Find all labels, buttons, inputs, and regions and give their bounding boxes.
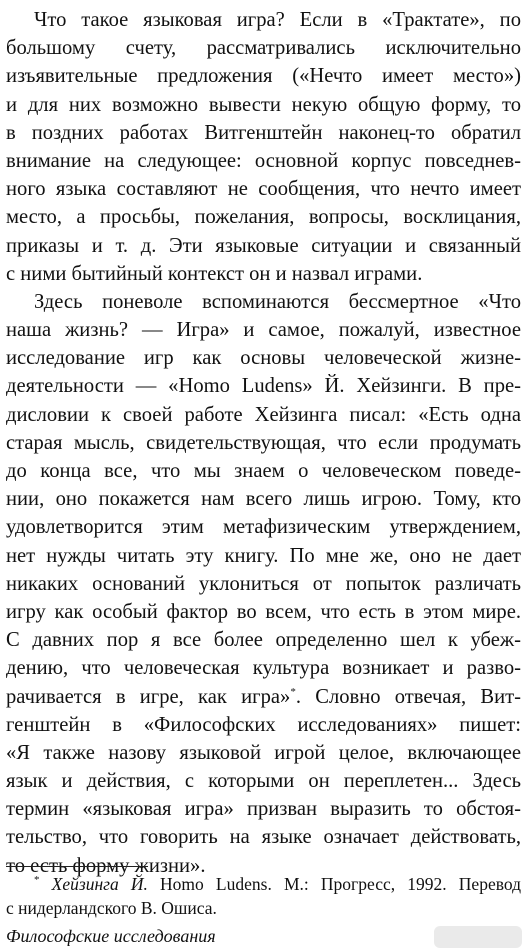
footnote-marker[interactable]: * [290,685,296,698]
running-footer: Философские исследования [6,926,216,946]
text-line: Здесь поневоле вспоминаются бессмертное «Что [34,290,521,313]
text-line: место, а просьбы, пожелания, вопросы, восклицания, [6,206,521,229]
text-line: с ними бытийный контекст он и назвал играми. [6,262,423,285]
text-line: генштейн в «Философских исследованиях» пишет: [6,713,521,736]
text-line: деятельности — «Homo Ludens» Й. Хейзинги. В пре- [6,375,521,398]
text-line [6,683,521,711]
text-line: изъявительные предложения («Нечто имеет место») [6,65,521,88]
text-line: игру как особый фактор во всем, что есть в этом мире. [6,600,521,623]
footnote-divider [6,866,148,867]
text-line: удовлетворится этим метафизическим утверждением, [6,516,521,539]
footnote-mark: * [34,874,40,887]
text-line: старая мысль, свидетельствующая, что если продумать [6,431,521,454]
text-line: большому счету, рассматривались исключительно [6,37,521,60]
footnote-author: Хейзинга Й. [51,874,148,894]
text-line: в поздних работах Витгенштейн наконец-то обратил [6,121,521,144]
text-line: тельство, что говорить на языке означает действовать, [6,826,521,849]
text-line: дисловии к своей работе Хейзинга писал: «Есть одна [6,403,521,426]
text-line: язык и действия, с которыми он переплетен... Здесь [6,770,521,793]
text-line: и для них возможно вывести некую общую форму, то [6,93,521,116]
body-text [6,6,521,880]
footnote-line [6,872,521,896]
text-line: до конца все, что мы знаем о человеческом поведе- [6,460,521,482]
footnote-text: Homo Ludens. М.: Прогресс, 1992. Перевод [147,874,521,894]
text-segment: . Словно отвечая, Вит- [295,685,521,708]
text-line: Что такое языковая игра? Если в «Трактате», по [34,9,521,31]
footnote-line: с нидерландского В. Ошиса. [6,898,217,918]
text-line: С давних пор я все более определенно шел к убеж- [6,629,521,652]
text-line: наша жизнь? — Игра» и самое, пожалуй, известное [6,319,521,342]
text-line: «Я также назову языковой игрой целое, включающее [6,741,521,764]
book-page [6,0,521,952]
watermark-badge [434,926,522,948]
text-line: нии, оно покажется нам всего лишь игрою. Тому, кто [6,488,521,511]
text-line: то есть форму жизни». [6,854,206,877]
text-line: никаких оснований уклониться от попыток различать [6,572,521,595]
footnote [6,872,521,920]
text-line: термин «языковая игра» призван выразить то обстоя- [6,798,521,821]
text-line: дению, что человеческая культура возникает и разво- [6,657,521,680]
text-line: внимание на следующее: основной корпус повседнев- [6,149,521,172]
text-line: приказы и т. д. Эти языковые ситуации и связанный [6,234,521,257]
text-segment: рачивается в игре, как игра» [6,685,291,708]
text-line: ного языка составляют не сообщения, что нечто имеет [6,178,521,201]
text-line: нет нужды читать эту книгу. По мне же, оно не дает [6,544,521,567]
text-line: исследование игр как основы человеческой жизне- [6,347,521,370]
